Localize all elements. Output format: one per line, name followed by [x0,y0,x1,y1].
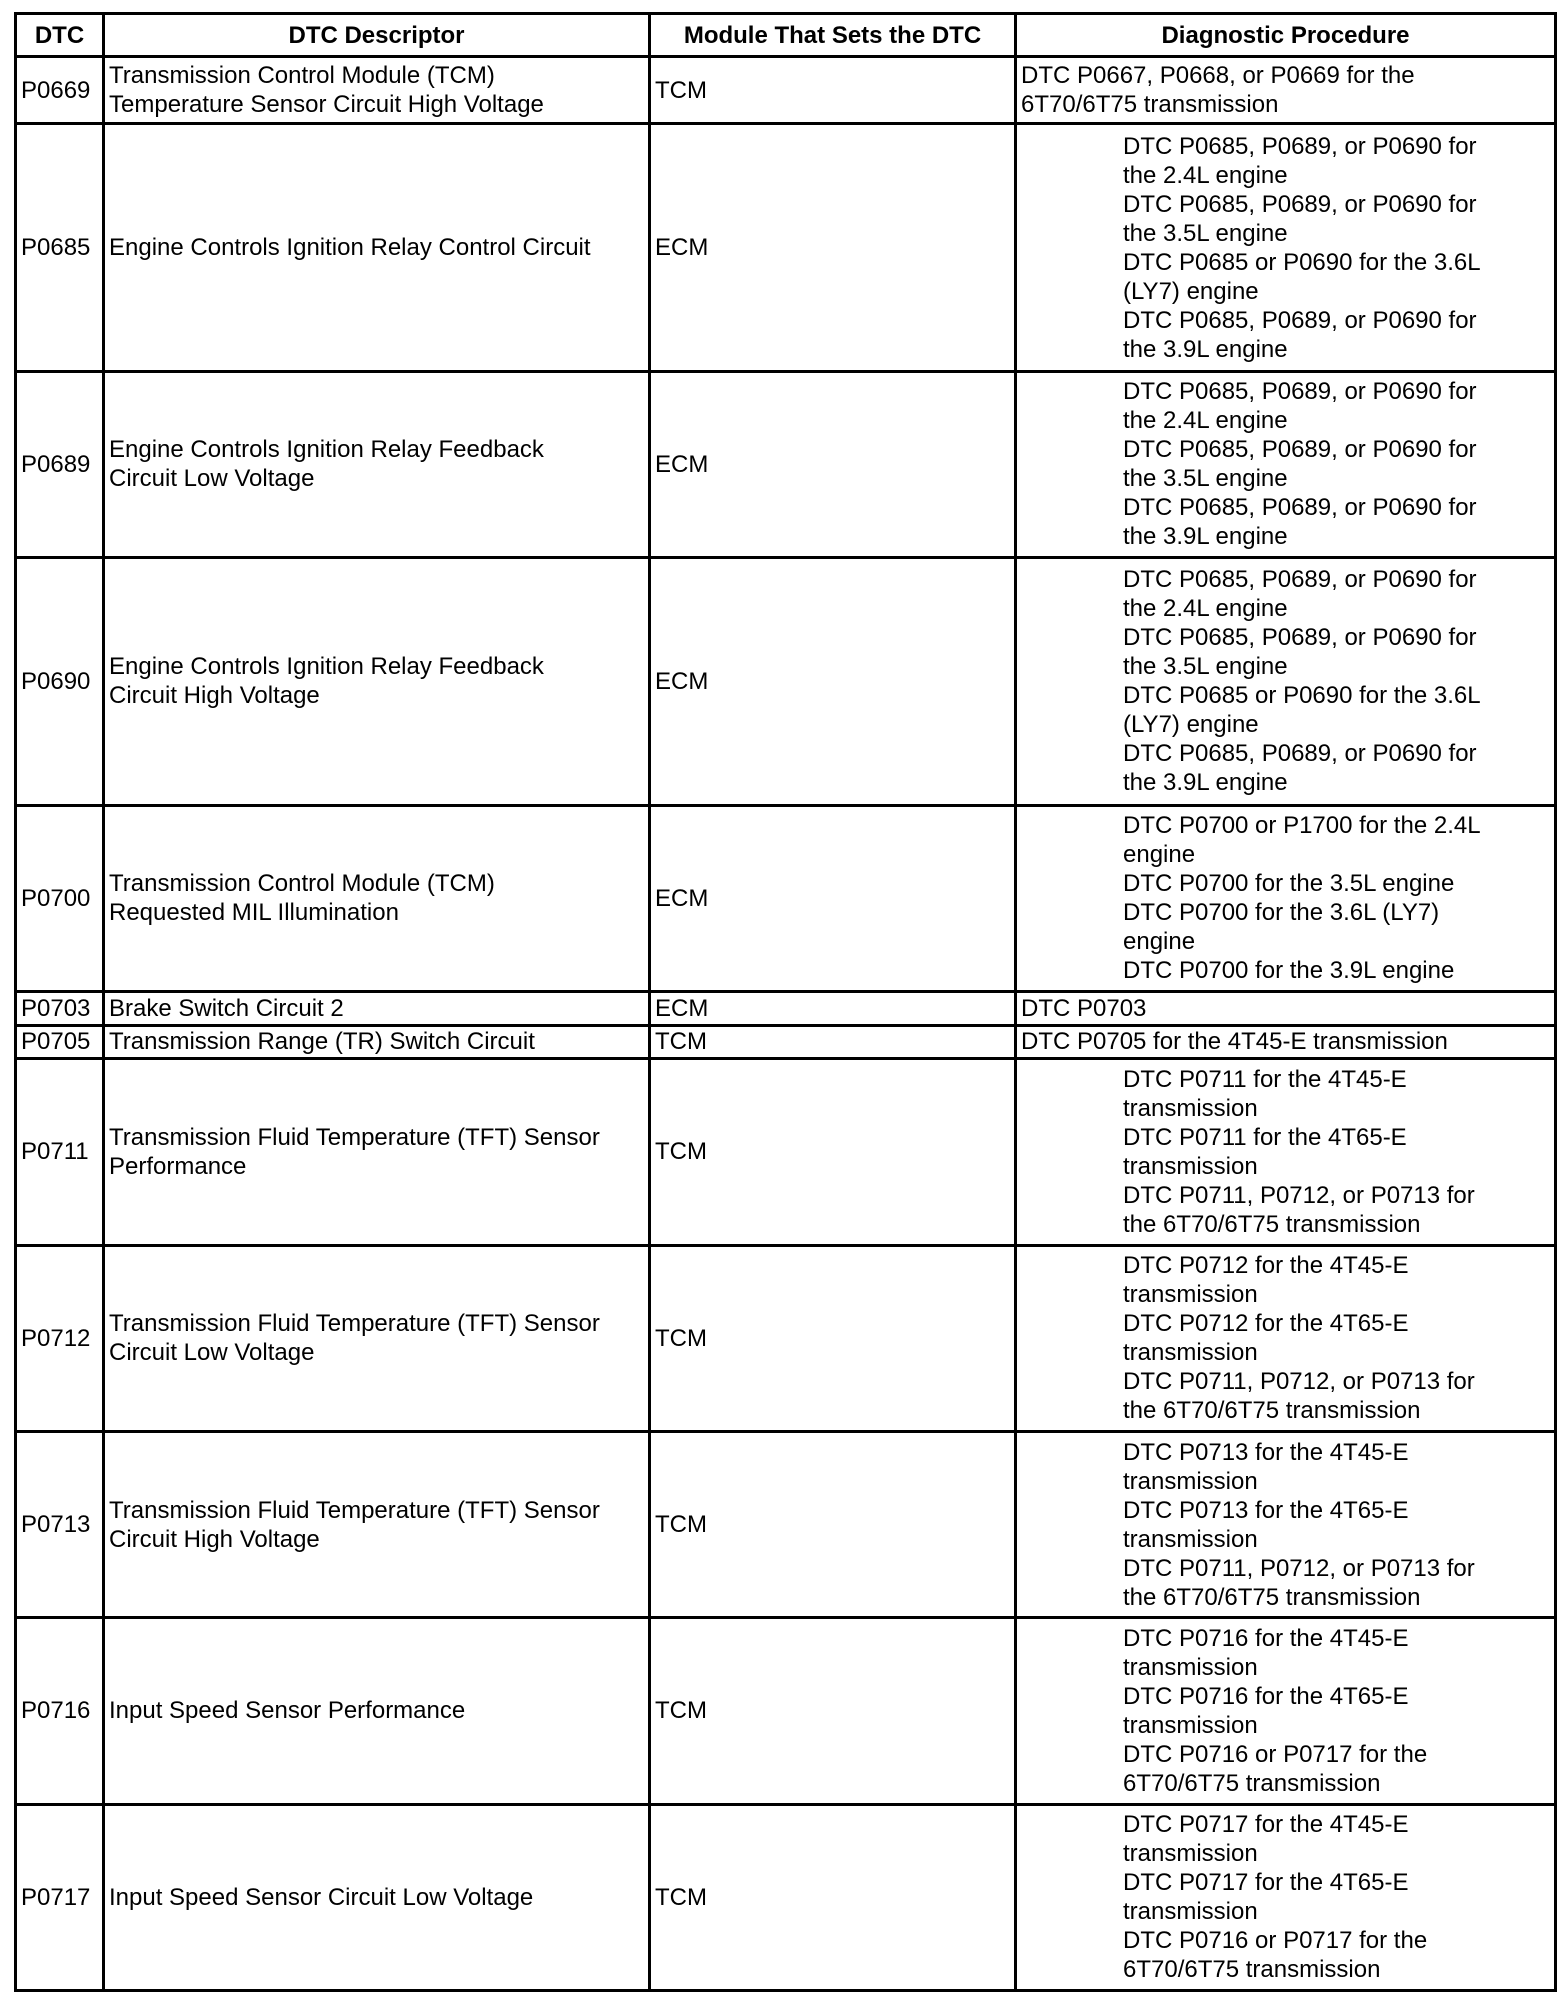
procedure-line: engine [1123,841,1196,869]
dtc-descriptor-cell [104,1059,650,1245]
descriptor-line: Circuit Low Voltage [109,465,315,493]
dtc-code-cell: P0690 [16,558,104,805]
table-body [16,57,1556,1991]
procedure-line: DTC P0685, P0689, or P0690 for [1123,306,1477,334]
procedure-line: transmission [1123,1653,1258,1681]
dtc-code-cell: P0712 [16,1245,104,1431]
header-descriptor: DTC Descriptor [104,14,650,57]
table-row [16,371,1556,557]
header-dtc: DTC [16,14,104,57]
diagnostic-procedure-cell [1016,57,1556,124]
descriptor-line: Brake Switch Circuit 2 [109,994,344,1022]
procedure-line: DTC P0700 for the 3.6L (LY7) [1123,899,1440,927]
procedure-line: DTC P0685, P0689, or P0690 for [1123,566,1477,594]
table-row [16,1804,1556,1990]
procedure-line: 6T70/6T75 transmission [1021,91,1279,119]
procedure-line: transmission [1123,1525,1258,1553]
procedure-line: DTC P0685, P0689, or P0690 for [1123,190,1477,218]
diagnostic-procedure-cell [1016,1245,1556,1431]
header-module: Module That Sets the DTC [650,14,1016,57]
descriptor-line: Transmission Fluid Temperature (TFT) Sensor [109,1123,600,1151]
diagnostic-procedure-cell [1016,1804,1556,1990]
module-cell: TCM [650,1618,1016,1804]
descriptor-line: Transmission Range (TR) Switch Circuit [109,1028,535,1056]
procedure-line: the 3.9L engine [1123,523,1288,551]
table-row [16,57,1556,124]
module-cell: TCM [650,1245,1016,1431]
procedure-line: the 2.4L engine [1123,161,1288,189]
module-cell: TCM [650,1431,1016,1617]
procedure-line: the 2.4L engine [1123,407,1288,435]
module-cell: TCM [650,57,1016,124]
diagnostic-procedure-cell [1016,1431,1556,1617]
procedure-line: DTC P0685, P0689, or P0690 for [1123,624,1477,652]
procedure-line: the 6T70/6T75 transmission [1123,1583,1421,1611]
descriptor-line: Transmission Control Module (TCM) [109,62,495,90]
module-cell: ECM [650,991,1016,1025]
dtc-code-cell: P0705 [16,1025,104,1059]
procedure-line: transmission [1123,1898,1258,1926]
procedure-line: transmission [1123,1094,1258,1122]
module-cell: TCM [650,1025,1016,1059]
dtc-code-cell: P0685 [16,124,104,371]
dtc-table [14,12,1557,1992]
header-row [16,14,1556,57]
descriptor-line: Circuit High Voltage [109,1525,320,1553]
descriptor-line: Circuit High Voltage [109,682,320,710]
diagnostic-procedure-cell [1016,124,1556,371]
diagnostic-procedure-cell [1016,1059,1556,1245]
dtc-descriptor-cell [104,124,650,371]
header-procedure: Diagnostic Procedure [1016,14,1556,57]
procedure-line: DTC P0716 or P0717 for the [1123,1927,1428,1955]
procedure-line: DTC P0713 for the 4T45-E [1123,1438,1409,1466]
module-cell: TCM [650,1059,1016,1245]
descriptor-line: Requested MIL Illumination [109,899,399,927]
descriptor-line: Transmission Fluid Temperature (TFT) Sensor [109,1496,600,1524]
table-row [16,1025,1556,1059]
table-row [16,1618,1556,1804]
procedure-line: transmission [1123,1840,1258,1868]
procedure-line: DTC P0716 or P0717 for the [1123,1740,1428,1768]
dtc-descriptor-cell [104,371,650,557]
procedure-line: DTC P0712 for the 4T65-E [1123,1310,1409,1338]
procedure-line: DTC P0700 or P1700 for the 2.4L [1123,812,1481,840]
procedure-line: DTC P0712 for the 4T45-E [1123,1252,1409,1280]
procedure-line: the 3.5L engine [1123,219,1288,247]
dtc-descriptor-cell [104,1025,650,1059]
dtc-code-cell: P0713 [16,1431,104,1617]
procedure-line: DTC P0716 for the 4T45-E [1123,1624,1409,1652]
dtc-descriptor-cell [104,1245,650,1431]
procedure-line: DTC P0685, P0689, or P0690 for [1123,494,1477,522]
procedure-line: transmission [1123,1152,1258,1180]
procedure-line: 6T70/6T75 transmission [1123,1956,1381,1984]
procedure-line: the 3.5L engine [1123,653,1288,681]
procedure-line: the 6T70/6T75 transmission [1123,1210,1421,1238]
procedure-line: DTC P0685 or P0690 for the 3.6L [1123,248,1481,276]
dtc-descriptor-cell [104,1431,650,1617]
table-row [16,1431,1556,1617]
diagnostic-procedure-cell [1016,991,1556,1025]
procedure-line: the 3.9L engine [1123,769,1288,797]
module-cell: ECM [650,558,1016,805]
procedure-line: the 2.4L engine [1123,595,1288,623]
descriptor-line: Input Speed Sensor Circuit Low Voltage [109,1883,534,1911]
procedure-line: DTC P0711 for the 4T65-E [1123,1123,1407,1151]
procedure-line: DTC P0703 [1021,994,1147,1022]
module-cell: ECM [650,805,1016,991]
procedure-line: DTC P0713 for the 4T65-E [1123,1496,1409,1524]
dtc-descriptor-cell [104,558,650,805]
procedure-line: DTC P0700 for the 3.5L engine [1123,870,1455,898]
table-row [16,558,1556,805]
descriptor-line: Temperature Sensor Circuit High Voltage [109,91,544,119]
procedure-line: transmission [1123,1467,1258,1495]
module-cell: ECM [650,371,1016,557]
procedure-line: DTC P0711, P0712, or P0713 for [1123,1368,1475,1396]
procedure-line: 6T70/6T75 transmission [1123,1769,1381,1797]
procedure-line: DTC P0667, P0668, or P0669 for the [1021,62,1415,90]
procedure-line: DTC P0705 for the 4T45-E transmission [1021,1028,1448,1056]
diagnostic-procedure-cell [1016,1025,1556,1059]
procedure-line: DTC P0685, P0689, or P0690 for [1123,132,1477,160]
procedure-line: DTC P0685 or P0690 for the 3.6L [1123,682,1481,710]
procedure-line: the 3.5L engine [1123,465,1288,493]
procedure-line: DTC P0711, P0712, or P0713 for [1123,1554,1475,1582]
descriptor-line: Transmission Control Module (TCM) [109,870,495,898]
dtc-code-cell: P0703 [16,991,104,1025]
procedure-line: DTC P0711 for the 4T45-E [1123,1065,1407,1093]
procedure-line: the 6T70/6T75 transmission [1123,1397,1421,1425]
table-row [16,991,1556,1025]
module-cell: TCM [650,1804,1016,1990]
procedure-line: the 3.9L engine [1123,335,1288,363]
descriptor-line: Transmission Fluid Temperature (TFT) Sensor [109,1310,600,1338]
table-row [16,805,1556,991]
diagnostic-procedure-cell [1016,1618,1556,1804]
dtc-descriptor-cell [104,1618,650,1804]
procedure-line: transmission [1123,1281,1258,1309]
dtc-code-cell: P0700 [16,805,104,991]
table-row [16,1245,1556,1431]
procedure-line: DTC P0717 for the 4T65-E [1123,1869,1409,1897]
procedure-line: (LY7) engine [1123,711,1259,739]
procedure-line: transmission [1123,1711,1258,1739]
procedure-line: DTC P0717 for the 4T45-E [1123,1811,1409,1839]
descriptor-line: Engine Controls Ignition Relay Feedback [109,436,544,464]
procedure-line: engine [1123,928,1196,956]
table-row [16,124,1556,371]
diagnostic-procedure-cell [1016,371,1556,557]
diagnostic-procedure-cell [1016,558,1556,805]
module-cell: ECM [650,124,1016,371]
procedure-line: transmission [1123,1339,1258,1367]
descriptor-line: Engine Controls Ignition Relay Control Circuit [109,234,591,262]
dtc-code-cell: P0669 [16,57,104,124]
dtc-code-cell: P0716 [16,1618,104,1804]
dtc-descriptor-cell [104,1804,650,1990]
dtc-code-cell: P0689 [16,371,104,557]
procedure-line: (LY7) engine [1123,277,1259,305]
procedure-line: DTC P0716 for the 4T65-E [1123,1682,1409,1710]
procedure-line: DTC P0711, P0712, or P0713 for [1123,1181,1475,1209]
descriptor-line: Engine Controls Ignition Relay Feedback [109,653,544,681]
dtc-descriptor-cell [104,805,650,991]
diagnostic-procedure-cell [1016,805,1556,991]
dtc-descriptor-cell [104,57,650,124]
table-row [16,1059,1556,1245]
dtc-code-cell: P0711 [16,1059,104,1245]
procedure-line: DTC P0685, P0689, or P0690 for [1123,378,1477,406]
procedure-line: DTC P0700 for the 3.9L engine [1123,957,1455,985]
descriptor-line: Performance [109,1152,247,1180]
dtc-descriptor-cell [104,991,650,1025]
procedure-line: DTC P0685, P0689, or P0690 for [1123,740,1477,768]
dtc-code-cell: P0717 [16,1804,104,1990]
descriptor-line: Input Speed Sensor Performance [109,1697,466,1725]
descriptor-line: Circuit Low Voltage [109,1339,315,1367]
procedure-line: DTC P0685, P0689, or P0690 for [1123,436,1477,464]
